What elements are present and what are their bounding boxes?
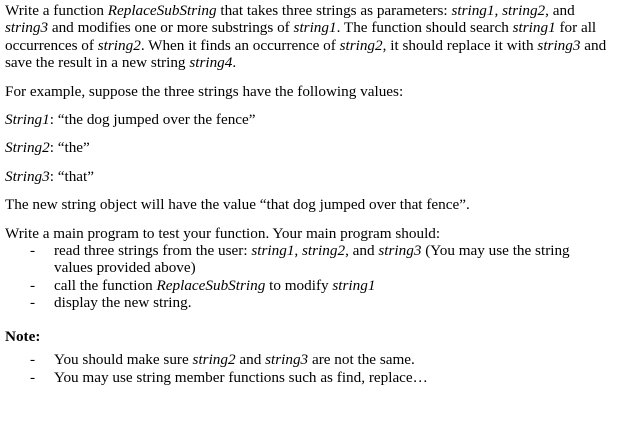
list-item	[5, 242, 612, 277]
dash-bullet: -	[30, 294, 36, 312]
intro-text: . When it finds an occurrence of	[140, 36, 340, 54]
list-item-text: ,	[294, 242, 303, 260]
param-string2: string2	[302, 242, 346, 260]
intro-text: , and	[545, 2, 575, 19]
list-item-text: display the new string.	[54, 294, 192, 312]
example-result: The new string object will have the value “that dog jumped over that fence”.	[5, 196, 470, 214]
example-lead: For example, suppose the three strings have the following values:	[5, 82, 404, 100]
list-item	[5, 351, 612, 368]
param-string3: string3	[265, 351, 309, 369]
note-heading: Note:	[5, 327, 41, 345]
param-string1: string1	[512, 19, 556, 37]
list-item-text: and	[235, 351, 266, 369]
dash-bullet: -	[30, 242, 36, 260]
intro-text: that takes three strings as parameters:	[216, 2, 452, 19]
example-label: String1	[5, 111, 50, 129]
list-item	[5, 294, 612, 311]
param-string2: string2	[339, 36, 383, 54]
intro-text: for all occurrences of	[5, 19, 597, 54]
param-string4: string4	[189, 54, 233, 72]
list-item-text: You may use string member functions such as find, replace…	[54, 368, 428, 386]
intro-text: .	[232, 54, 237, 72]
list-item-text: are not the same.	[308, 351, 415, 369]
example-value: : “that”	[49, 167, 95, 185]
main-program-lead: Write a main program to test your function. Your main program should:	[5, 224, 441, 242]
example-string2	[5, 139, 612, 156]
list-item-text: , and	[345, 242, 379, 260]
example-label: String3	[5, 167, 50, 185]
intro-text: Write a function	[5, 2, 108, 19]
intro-text: and save the result in a new string	[5, 36, 607, 72]
main-program-list	[5, 242, 612, 312]
list-item-text: call the function	[54, 276, 157, 294]
function-name: ReplaceSubString	[107, 2, 217, 19]
list-item-text: You should make sure	[54, 351, 193, 369]
note-list	[5, 351, 612, 386]
param-string3: string3	[5, 19, 49, 37]
intro-text: and modifies one or more substrings of	[48, 19, 294, 37]
dash-bullet: -	[30, 351, 36, 369]
list-item	[5, 277, 612, 294]
intro-paragraph	[5, 2, 612, 72]
list-item-text: to modify	[265, 276, 333, 294]
param-string1: string1	[251, 242, 295, 260]
intro-text: . The function should search	[336, 19, 513, 37]
param-string1: string1	[451, 2, 495, 19]
param-string2: string2	[97, 36, 141, 54]
intro-text: , it should replace it with	[382, 36, 538, 54]
list-item	[5, 369, 612, 386]
param-string3: string3	[378, 242, 422, 260]
example-string1	[5, 111, 612, 128]
dash-bullet: -	[30, 368, 36, 386]
param-string1: string1	[293, 19, 337, 37]
function-name: ReplaceSubString	[156, 276, 266, 294]
list-item-text: (You may use the string values provided above)	[54, 242, 570, 277]
example-string3	[5, 168, 612, 185]
example-value: : “the”	[49, 139, 90, 157]
assignment-document	[5, 2, 612, 386]
example-label: String2	[5, 139, 50, 157]
param-string1: string1	[332, 276, 376, 294]
param-string2: string2	[502, 2, 546, 19]
param-string2: string2	[192, 351, 236, 369]
list-item-text: read three strings from the user:	[54, 242, 252, 260]
example-value: : “the dog jumped over the fence”	[49, 111, 256, 129]
param-string3: string3	[537, 36, 581, 54]
intro-text: ,	[494, 2, 503, 19]
dash-bullet: -	[30, 276, 36, 294]
